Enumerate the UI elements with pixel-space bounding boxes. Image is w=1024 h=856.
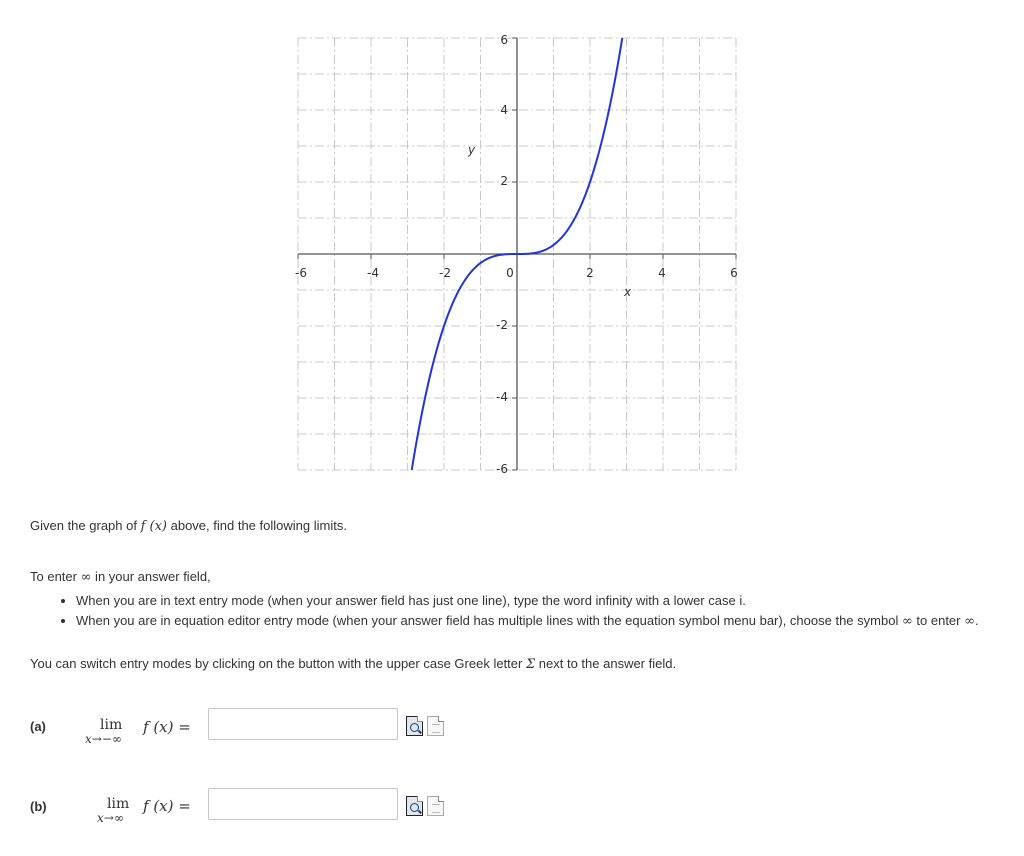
y-tick-label: -4 bbox=[496, 390, 508, 404]
preview-icon[interactable] bbox=[406, 796, 423, 816]
y-tick-label: 6 bbox=[500, 33, 508, 47]
text-mode-instruction: • When you are in text entry mode (when your answer field has just one line), type the word infinity with a lower case i. bbox=[76, 591, 1024, 611]
limit-subscript: x→−∞ bbox=[85, 732, 122, 746]
limit-operator: lim bbox=[107, 796, 130, 812]
x-tick-label: -2 bbox=[439, 266, 451, 280]
x-tick-label: 4 bbox=[658, 266, 666, 280]
x-tick-label: 2 bbox=[586, 266, 594, 280]
help-document-icon[interactable] bbox=[427, 716, 444, 736]
preview-icon[interactable] bbox=[406, 716, 423, 736]
sigma-symbol: Σ bbox=[525, 657, 536, 672]
intro-text: Given the graph of f (x) above, find the following limits. bbox=[30, 518, 347, 534]
help-document-icon[interactable] bbox=[427, 796, 444, 816]
function-graph bbox=[290, 30, 744, 478]
x-tick-label: 0 bbox=[506, 266, 514, 280]
infinity-symbol: ∞ bbox=[901, 614, 913, 629]
y-tick-label: 2 bbox=[500, 174, 508, 188]
answer-input-b[interactable] bbox=[208, 788, 398, 820]
y-tick-label: 4 bbox=[500, 103, 508, 117]
editor-mode-instruction: • When you are in equation editor entry mode (when your answer field has multiple lines with the equation symbol menu bar), choose the symbol ∞ to enter ∞. bbox=[76, 611, 1024, 632]
function-notation: f (x) bbox=[140, 519, 167, 534]
entry-mode-list bbox=[56, 591, 1024, 632]
y-tick-label: -6 bbox=[496, 462, 508, 476]
part-a-label: (a) bbox=[30, 719, 46, 734]
limit-expression: f (x) = bbox=[143, 797, 191, 815]
switch-mode-note: You can switch entry modes by clicking on the button with the upper case Greek letter Σ next to the answer field. bbox=[30, 656, 677, 672]
limit-operator: lim bbox=[100, 717, 123, 733]
limit-expression: f (x) = bbox=[143, 718, 191, 736]
infinity-symbol: ∞ bbox=[80, 570, 92, 585]
infinity-symbol: ∞ bbox=[964, 614, 975, 629]
x-tick-label: -4 bbox=[367, 266, 379, 280]
part-b-label: (b) bbox=[30, 799, 47, 814]
answer-input-a[interactable] bbox=[208, 708, 398, 740]
infinity-instructions: To enter ∞ in your answer field, bbox=[30, 569, 211, 585]
y-tick-label: -2 bbox=[496, 318, 508, 332]
limit-subscript: x→∞ bbox=[97, 811, 124, 825]
x-tick-label: 6 bbox=[730, 266, 738, 280]
y-axis-label: y bbox=[468, 143, 476, 157]
x-tick-label: -6 bbox=[295, 266, 307, 280]
x-axis-label: x bbox=[624, 285, 632, 299]
